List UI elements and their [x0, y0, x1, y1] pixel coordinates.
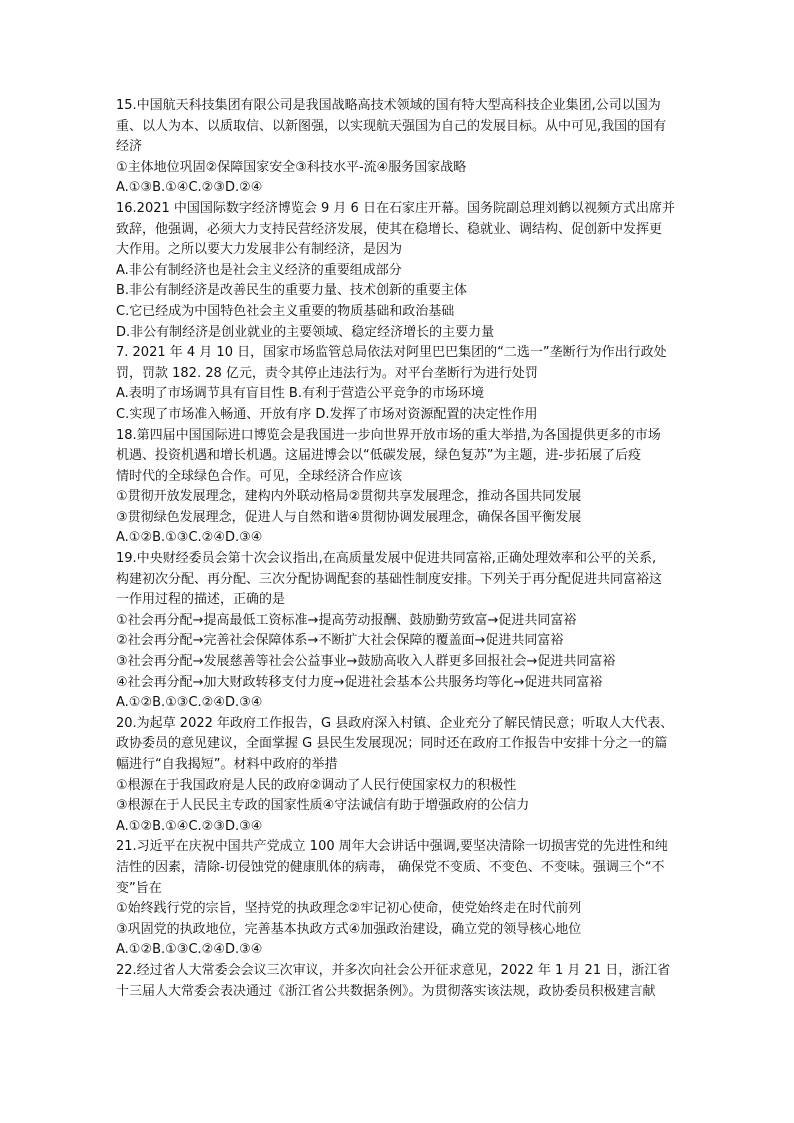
text-line: 21.习近平在庆祝中国共产党成立 100 周年大会讲话中强调,要坚决清除一切损害党的先进性和纯	[116, 839, 668, 855]
text-line: 十三届人大常委会表决通过《浙江省公共数据条例》。为贯彻落实该法规，政协委员积极建言献	[116, 983, 656, 999]
text-line: ②社会再分配→完善社会保障体系→不断扩大社会保障的覆盖面→促进共同富裕	[116, 633, 564, 649]
text-line: A.非公有制经济也是社会主义经济的重要组成部分	[116, 262, 402, 278]
text-line: 机遇、投资机遇和增长机遇。这届进博会以“低碳发展，绿色复苏”为主题，进-步拓展了后疫	[116, 448, 642, 464]
text-line: 重、以人为本、以质取信、以新图强，以实现航天强国为自己的发展目标。从中可见,我国的国有	[116, 118, 667, 134]
text-line: ①始终践行党的宗旨，坚持党的执政理念②牢记初心使命，使党始终走在时代前列	[116, 901, 582, 917]
text-line: A.①②B.①③C.②④D.③④	[116, 530, 263, 546]
text-line: ①主体地位巩固②保障国家安全③科技水平-流④服务国家战略	[116, 159, 467, 175]
text-line: 构建初次分配、再分配、三次分配协调配套的基础性制度安排。下列关于再分配促进共同富裕这	[116, 571, 663, 587]
text-line: 15.中国航天科技集团有限公司是我国战略高技术领域的国有特大型高科技企业集团,公司以国为	[116, 98, 661, 113]
text-line: A.①②B.①③C.②④D.③④	[116, 695, 263, 711]
text-line: 情时代的全球绿色合作。可见，全球经济合作应该	[116, 468, 403, 484]
text-line: 致辞，他强调，必须大力支持民营经济发展，使其在稳增长、稳就业、调结构、促创新中发挥更	[116, 221, 663, 237]
text-line: ①贯彻开放发展理念，建构内外联动格局②贯彻共享发展理念，推动各国共同发展	[116, 489, 582, 505]
text-line: ③社会再分配→发展慈善等社会公益事业→鼓励高收入人群更多回报社会→促进共同富裕	[116, 654, 616, 670]
text-line: 罚，罚款 182. 28 亿元，责令其停止违法行为。对平台垄断行为进行处罚	[116, 365, 538, 381]
text-line: ①根源在于我国政府是人民的政府②调动了人民行使国家权力的积极性	[116, 777, 517, 793]
text-line: A.①②B.①③C.②④D.③④	[116, 942, 263, 958]
text-line: 20.为起草 2022 年政府工作报告，G 县政府深入村镇、企业充分了解民情民意；听取人大代表、	[116, 715, 674, 731]
text-line: A.①②B.①④C.②③D.③④	[116, 818, 263, 834]
text-line: 政协委员的意见建议，全面掌握 G 县民生发展现况；同时还在政府工作报告中安排十分之一的篇	[116, 736, 668, 752]
text-line: ③贯彻绿色发展理念，促进人与自然和谐④贯彻协调发展理念，确保各国平衡发展	[116, 509, 582, 525]
text-line: 22.经过省人大常委会会议三次审议，并多次向社会公开征求意见，2022 年 1 月 21 日，浙江省	[116, 962, 671, 978]
text-line: 经济	[116, 139, 143, 155]
document-body	[116, 96, 676, 1002]
text-line: 7. 2021 年 4 月 10 日，国家市场监管总局依法对阿里巴巴集团的“二选一”垄断行为作出行政处	[116, 345, 667, 361]
text-line: 一作用过程的描述，正确的是	[116, 592, 286, 608]
text-line: 大作用。之所以要大力发展非公有制经济，是因为	[116, 242, 403, 258]
text-line: 18.第四届中国国际进口博览会是我国进一步向世界开放市场的重大举措,为各国提供更多的市场	[116, 427, 661, 443]
text-line: 幅进行“自我揭短”。材料中政府的举措	[116, 757, 338, 772]
text-line: A.表明了市场调节具有盲目性 B.有利于营造公平竞争的市场环境	[116, 386, 484, 402]
text-line: 变”旨在	[116, 880, 162, 896]
text-line: 洁性的因素，清除-切侵蚀党的健康肌体的病毒， 确保党不变质、不变色、不变味。强调三个“不	[116, 859, 665, 875]
text-line: 19.中央财经委员会第十次会议指出,在高质量发展中促进共同富裕,正确处理效率和公平的关系,	[116, 551, 657, 567]
text-line: ③根源在于人民民主专政的国家性质④守法诚信有助于增强政府的公信力	[116, 798, 530, 814]
text-line: ③巩固党的执政地位，完善基本执政方式④加强政治建设，确立党的领导核心地位	[116, 921, 582, 937]
text-line: ①社会再分配→提高最低工资标准→提高劳动报酬、鼓励勤劳致富→促进共同富裕	[116, 612, 577, 628]
text-line: C.它已经成为中国特色社会主义重要的物质基础和政治基础	[116, 303, 455, 319]
text-line: D.非公有制经济是创业就业的主要领域、稳定经济增长的主要力量	[116, 324, 495, 340]
text-line: 16.2021 中国国际数字经济博览会 9 月 6 日在石家庄开幕。国务院副总理刘鹤以视频方式出席并	[116, 200, 675, 216]
text-line: A.①③B.①④C.②③D.②④	[116, 180, 263, 196]
text-line: ④社会再分配→加大财政转移支付力度→促进社会基本公共服务均等化→促进共同富裕	[116, 674, 603, 690]
text-line: B.非公有制经济是改善民生的重要力量、技术创新的重要主体	[116, 283, 468, 299]
text-line: C.实现了市场准入畅通、开放有序 D.发挥了市场对资源配置的决定性作用	[116, 406, 538, 422]
